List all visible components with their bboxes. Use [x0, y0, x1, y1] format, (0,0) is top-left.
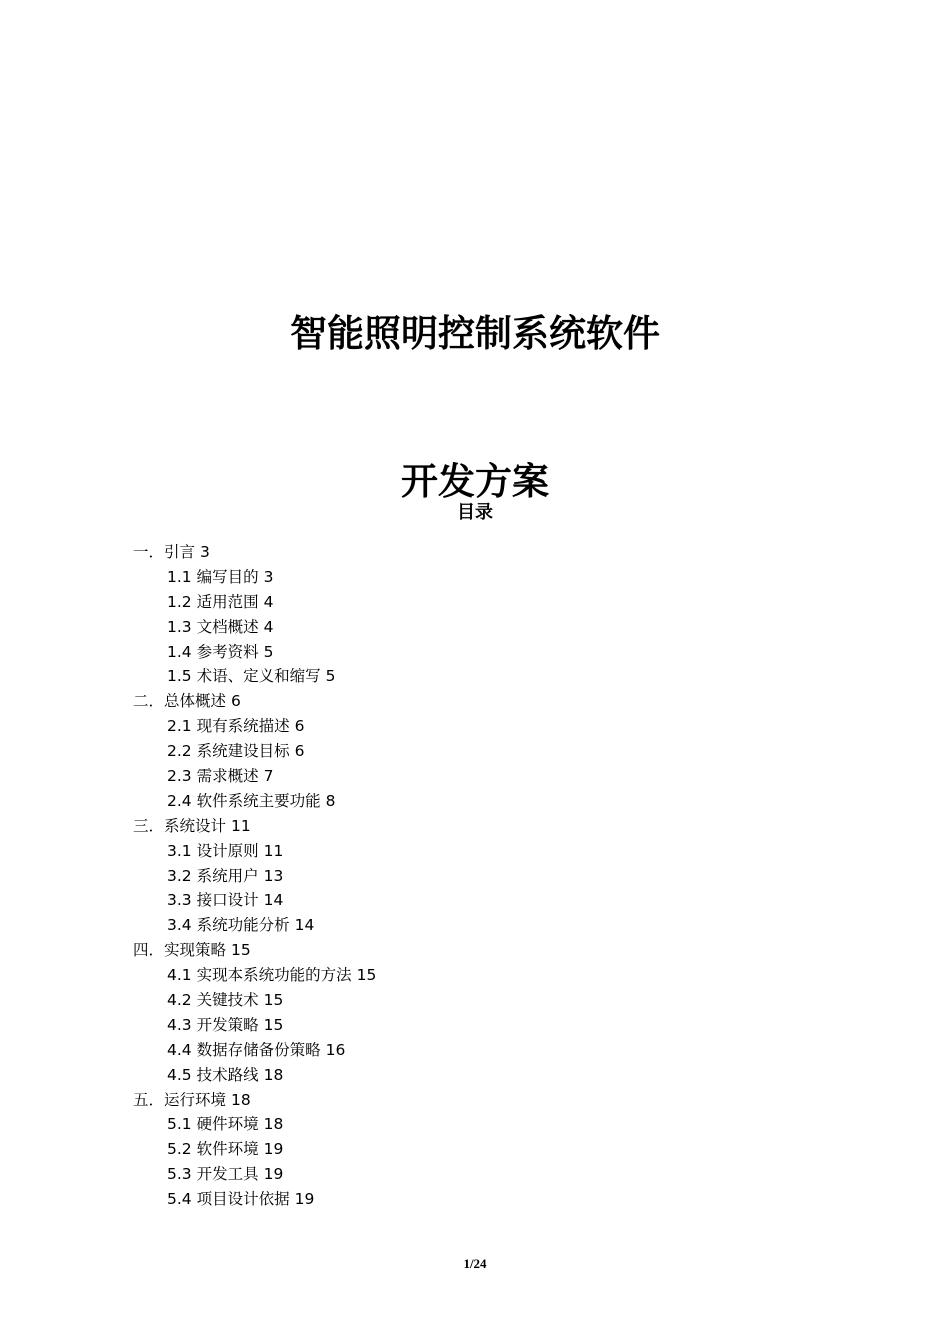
- toc-entry-page: 15: [263, 1015, 284, 1034]
- toc-entry-page: 18: [263, 1065, 284, 1084]
- toc-entry-page: 6: [294, 742, 305, 761]
- toc-entry-label: 一．引言: [133, 543, 196, 561]
- toc-entry-page: 6: [231, 692, 241, 711]
- toc-section-entry[interactable]: [133, 689, 833, 714]
- toc-subsection-entry[interactable]: [133, 1112, 833, 1137]
- toc-heading: 目录: [457, 502, 493, 523]
- toc-subsection-entry[interactable]: [133, 839, 833, 864]
- toc-entry-page: 15: [263, 991, 284, 1010]
- toc-subsection-entry[interactable]: [133, 1187, 833, 1212]
- toc-entry-page: 3: [263, 567, 274, 586]
- toc-entry-label: 1.2 适用范围: [167, 592, 259, 611]
- toc-entry-label: 三．系统设计: [133, 816, 227, 835]
- toc-entry-label: 五．运行环境: [133, 1090, 227, 1109]
- toc-subsection-entry[interactable]: [133, 1137, 833, 1162]
- toc-entry-label: 1.5 术语、定义和缩写: [167, 667, 321, 686]
- toc-entry-label: 4.5 技术路线: [167, 1065, 259, 1084]
- toc-section-entry[interactable]: [133, 938, 833, 963]
- toc-entry-page: 11: [263, 841, 284, 860]
- toc-entry-page: 19: [263, 1140, 284, 1159]
- toc-entry-label: 3.2 系统用户: [167, 866, 259, 885]
- toc-entry-page: 14: [263, 891, 284, 910]
- toc-entry-label: 2.2 系统建设目标: [167, 742, 290, 761]
- toc-entry-label: 四．实现策略: [133, 941, 227, 960]
- toc-entry-label: 1.1 编写目的: [167, 567, 259, 586]
- toc-entry-label: 二．总体概述: [133, 692, 227, 711]
- toc-subsection-entry[interactable]: [133, 764, 833, 789]
- toc-entry-label: 4.3 开发策略: [167, 1015, 259, 1034]
- toc-subsection-entry[interactable]: [133, 988, 833, 1013]
- toc-entry-page: 5: [263, 642, 274, 661]
- toc-subsection-entry[interactable]: [133, 590, 833, 615]
- toc-subsection-entry[interactable]: [133, 1013, 833, 1038]
- toc-entry-page: 8: [325, 791, 336, 810]
- toc-subsection-entry[interactable]: [133, 789, 833, 814]
- toc-section-entry[interactable]: [133, 814, 833, 839]
- toc-entry-label: 5.3 开发工具: [167, 1165, 259, 1184]
- toc-entry-label: 3.1 设计原则: [167, 841, 259, 860]
- toc-entry-label: 1.4 参考资料: [167, 642, 259, 661]
- toc-entry-page: 11: [231, 816, 251, 835]
- document-title: 智能照明控制系统软件: [290, 312, 660, 355]
- toc-entry-label: 3.4 系统功能分析: [167, 916, 290, 935]
- toc-entry-label: 4.2 关键技术: [167, 991, 259, 1010]
- toc-section-entry[interactable]: [133, 1088, 833, 1113]
- toc-entry-page: 5: [325, 667, 336, 686]
- toc-entry-label: 4.1 实现本系统功能的方法: [167, 966, 352, 985]
- toc-entry-page: 14: [294, 916, 315, 935]
- toc-entry-page: 19: [263, 1165, 284, 1184]
- toc-subsection-entry[interactable]: [133, 1162, 833, 1187]
- toc-entry-label: 2.3 需求概述: [167, 767, 259, 786]
- toc-entry-page: 16: [325, 1040, 346, 1059]
- toc-entry-page: 4: [263, 617, 274, 636]
- toc-entry-label: 5.4 项目设计依据: [167, 1190, 290, 1209]
- toc-entry-label: 5.2 软件环境: [167, 1140, 259, 1159]
- toc-entry-page: 4: [263, 592, 274, 611]
- toc-entry-page: 6: [294, 717, 305, 736]
- toc-subsection-entry[interactable]: [133, 963, 833, 988]
- toc-subsection-entry[interactable]: [133, 1063, 833, 1088]
- toc-entry-page: 3: [200, 543, 210, 561]
- toc-subsection-entry[interactable]: [133, 1038, 833, 1063]
- toc-entry-page: 19: [294, 1190, 315, 1209]
- toc-subsection-entry[interactable]: [133, 565, 833, 590]
- toc-section-entry[interactable]: [133, 540, 833, 565]
- document-subtitle: 开发方案: [401, 460, 549, 503]
- toc-subsection-entry[interactable]: [133, 640, 833, 665]
- toc-entry-page: 7: [263, 767, 274, 786]
- toc-subsection-entry[interactable]: [133, 739, 833, 764]
- toc-subsection-entry[interactable]: [133, 864, 833, 889]
- toc-entry-label: 5.1 硬件环境: [167, 1115, 259, 1134]
- toc-entry-label: 2.4 软件系统主要功能: [167, 791, 321, 810]
- toc-subsection-entry[interactable]: [133, 888, 833, 913]
- toc-entry-label: 3.3 接口设计: [167, 891, 259, 910]
- toc-subsection-entry[interactable]: [133, 714, 833, 739]
- toc-entry-page: 15: [356, 966, 377, 985]
- page-number: 1/24: [463, 1256, 487, 1271]
- toc-subsection-entry[interactable]: [133, 913, 833, 938]
- toc-entry-page: 13: [263, 866, 284, 885]
- toc-entry-page: 18: [231, 1090, 251, 1109]
- toc-subsection-entry[interactable]: [133, 664, 833, 689]
- table-of-contents: [133, 540, 833, 1212]
- toc-entry-label: 2.1 现有系统描述: [167, 717, 290, 736]
- toc-entry-page: 18: [263, 1115, 284, 1134]
- toc-entry-label: 1.3 文档概述: [167, 617, 259, 636]
- toc-entry-label: 4.4 数据存储备份策略: [167, 1040, 321, 1059]
- toc-entry-page: 15: [231, 941, 251, 960]
- toc-subsection-entry[interactable]: [133, 615, 833, 640]
